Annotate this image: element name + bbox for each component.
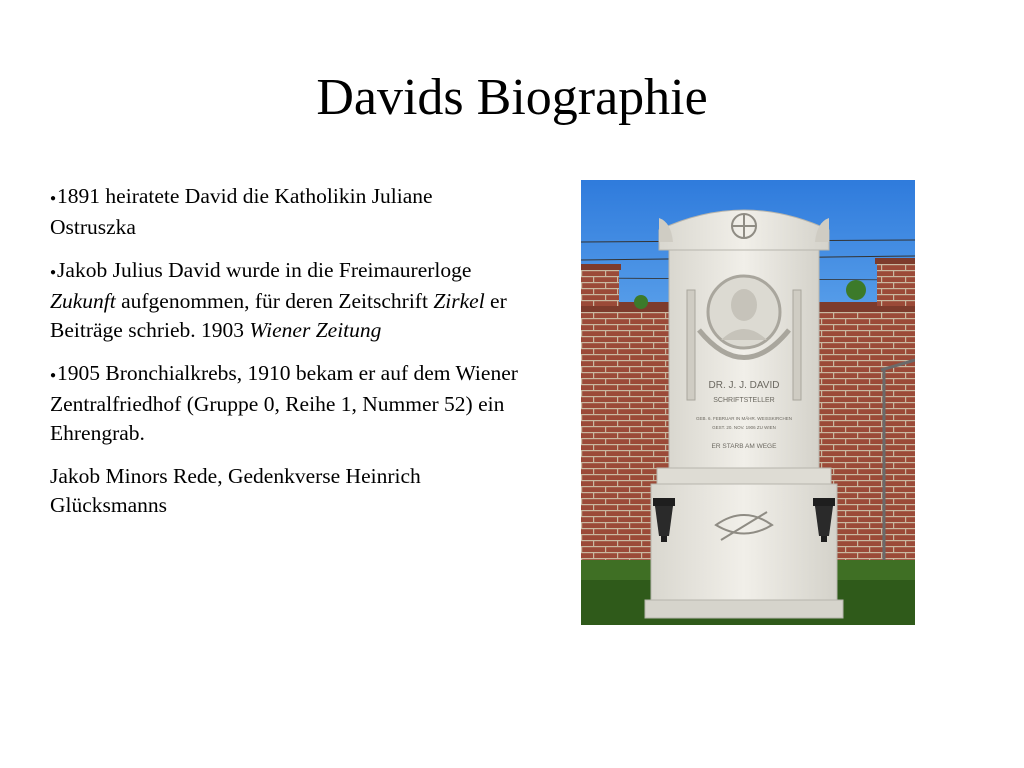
portrait-head — [731, 289, 757, 321]
bullet-dot: ● — [50, 267, 57, 278]
gravestone-photo — [581, 180, 915, 625]
paragraph-text: Jakob Julius David wurde in die Freimaurerloge — [57, 258, 472, 282]
list-item — [50, 256, 520, 345]
monument-ledge — [657, 468, 831, 484]
list-item — [50, 359, 520, 448]
lodge-name: Zukunft — [50, 289, 116, 313]
paragraph-text: aufgenommen, für deren Zeitschrift — [115, 289, 434, 313]
tree-foliage — [634, 295, 648, 309]
inscription-name: DR. J. J. DAVID — [708, 380, 780, 391]
relief-torch-left — [687, 290, 695, 400]
paragraph-text: er Beiträge schrieb. 1903 — [50, 289, 507, 342]
tree-foliage — [846, 280, 866, 300]
wall-pillar-cap — [875, 258, 915, 264]
monument-base — [651, 484, 837, 604]
wall-pillar-cap — [581, 264, 621, 270]
journal-name: Zirkel — [433, 289, 485, 313]
bullet-dot: ● — [50, 193, 57, 204]
inscription-born: GEB. 6. FEBRUAR IN MÄHR. WEISSKIRCHEN — [695, 416, 793, 421]
bullet-list — [50, 182, 520, 534]
inscription-role: SCHRIFTSTELLER — [713, 397, 775, 404]
slide-title: Davids Biographie — [316, 69, 708, 126]
relief-torch-right — [793, 290, 801, 400]
list-item — [50, 182, 520, 242]
paragraph-text: 1905 Bronchialkrebs, 1910 bekam er auf dem Wiener Zentralfriedhof (Gruppe 0, Reihe 1, Nummer 52) ein Ehrengrab. — [50, 361, 518, 445]
bullet-dot: ● — [50, 370, 57, 381]
paragraph-text: Jakob Minors Rede, Gedenkverse Heinrich Glücksmanns — [50, 464, 421, 517]
wall-pillar — [877, 260, 915, 306]
inscription-motto: ER STARB AM WEGE — [711, 443, 777, 450]
list-item — [50, 462, 520, 520]
monument-plinth — [645, 600, 843, 618]
inscription-died: GEST. 20. NOV. 1906 ZU WIEN — [712, 425, 776, 430]
newspaper-name: Wiener Zeitung — [249, 318, 382, 342]
wall-pillar — [581, 266, 619, 306]
paragraph-text: 1891 heiratete David die Katholikin Juliane Ostruszka — [50, 184, 433, 239]
